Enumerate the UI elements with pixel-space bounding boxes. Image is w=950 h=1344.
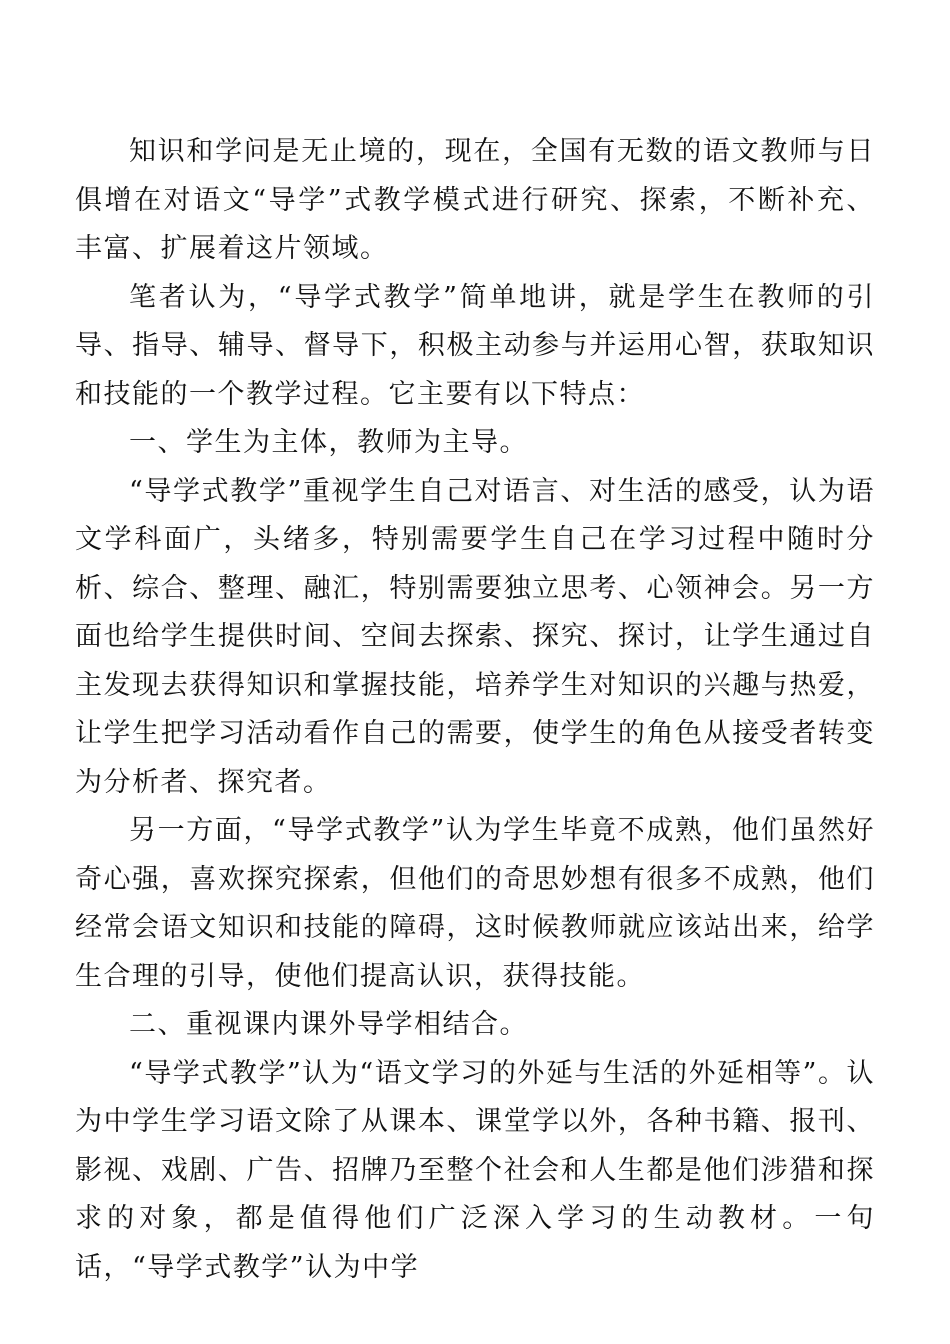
paragraph-student-feeling: “导学式教学”重视学生自己对语言、对生活的感受，认为语文学科面广，头绪多，特别需要学生自己在学习过程中随时分析、综合、整理、融汇，特别需要独立思考、心领神会。另一方面也给学生提供时间、空间去探索、探究、探讨，让学生通过自主发现去获得知识和掌握技能，培养学生对知识的兴趣与热爱，让学生把学习活动看作自己的需要，使学生的角色从接受者转变为分析者、探究者。 <box>75 475 875 798</box>
paragraph-extension: “导学式教学”认为“语文学习的外延与生活的外延相等”。认为中学生学习语文除了从课本、课堂学以外，各种书籍、报刊、影视、戏剧、广告、招牌乃至整个社会和人生都是他们涉猎和探求的对象，都是值得他们广泛深入学习的生动教材。一句话，“导学式教学”认为中学 <box>75 1057 875 1283</box>
document-body <box>75 128 875 1292</box>
section-heading-1: 一、学生为主体，教师为主导。 <box>129 427 528 458</box>
paragraph-definition: 笔者认为，“导学式教学”简单地讲，就是学生在教师的引导、指导、辅导、督导下，积极主动参与并运用心智，获取知识和技能的一个教学过程。它主要有以下特点： <box>75 281 875 410</box>
paragraph-teacher-guidance: 另一方面，“导学式教学”认为学生毕竟不成熟，他们虽然好奇心强，喜欢探究探索，但他们的奇思妙想有很多不成熟，他们经常会语文知识和技能的障碍，这时候教师就应该站出来，给学生合理的引导，使他们提高认识，获得技能。 <box>75 815 875 992</box>
section-heading-2: 二、重视课内课外导学相结合。 <box>129 1009 528 1040</box>
paragraph-intro: 知识和学问是无止境的，现在，全国有无数的语文教师与日俱增在对语文“导学”式教学模式进行研究、探索，不断补充、丰富、扩展着这片领域。 <box>75 136 875 264</box>
